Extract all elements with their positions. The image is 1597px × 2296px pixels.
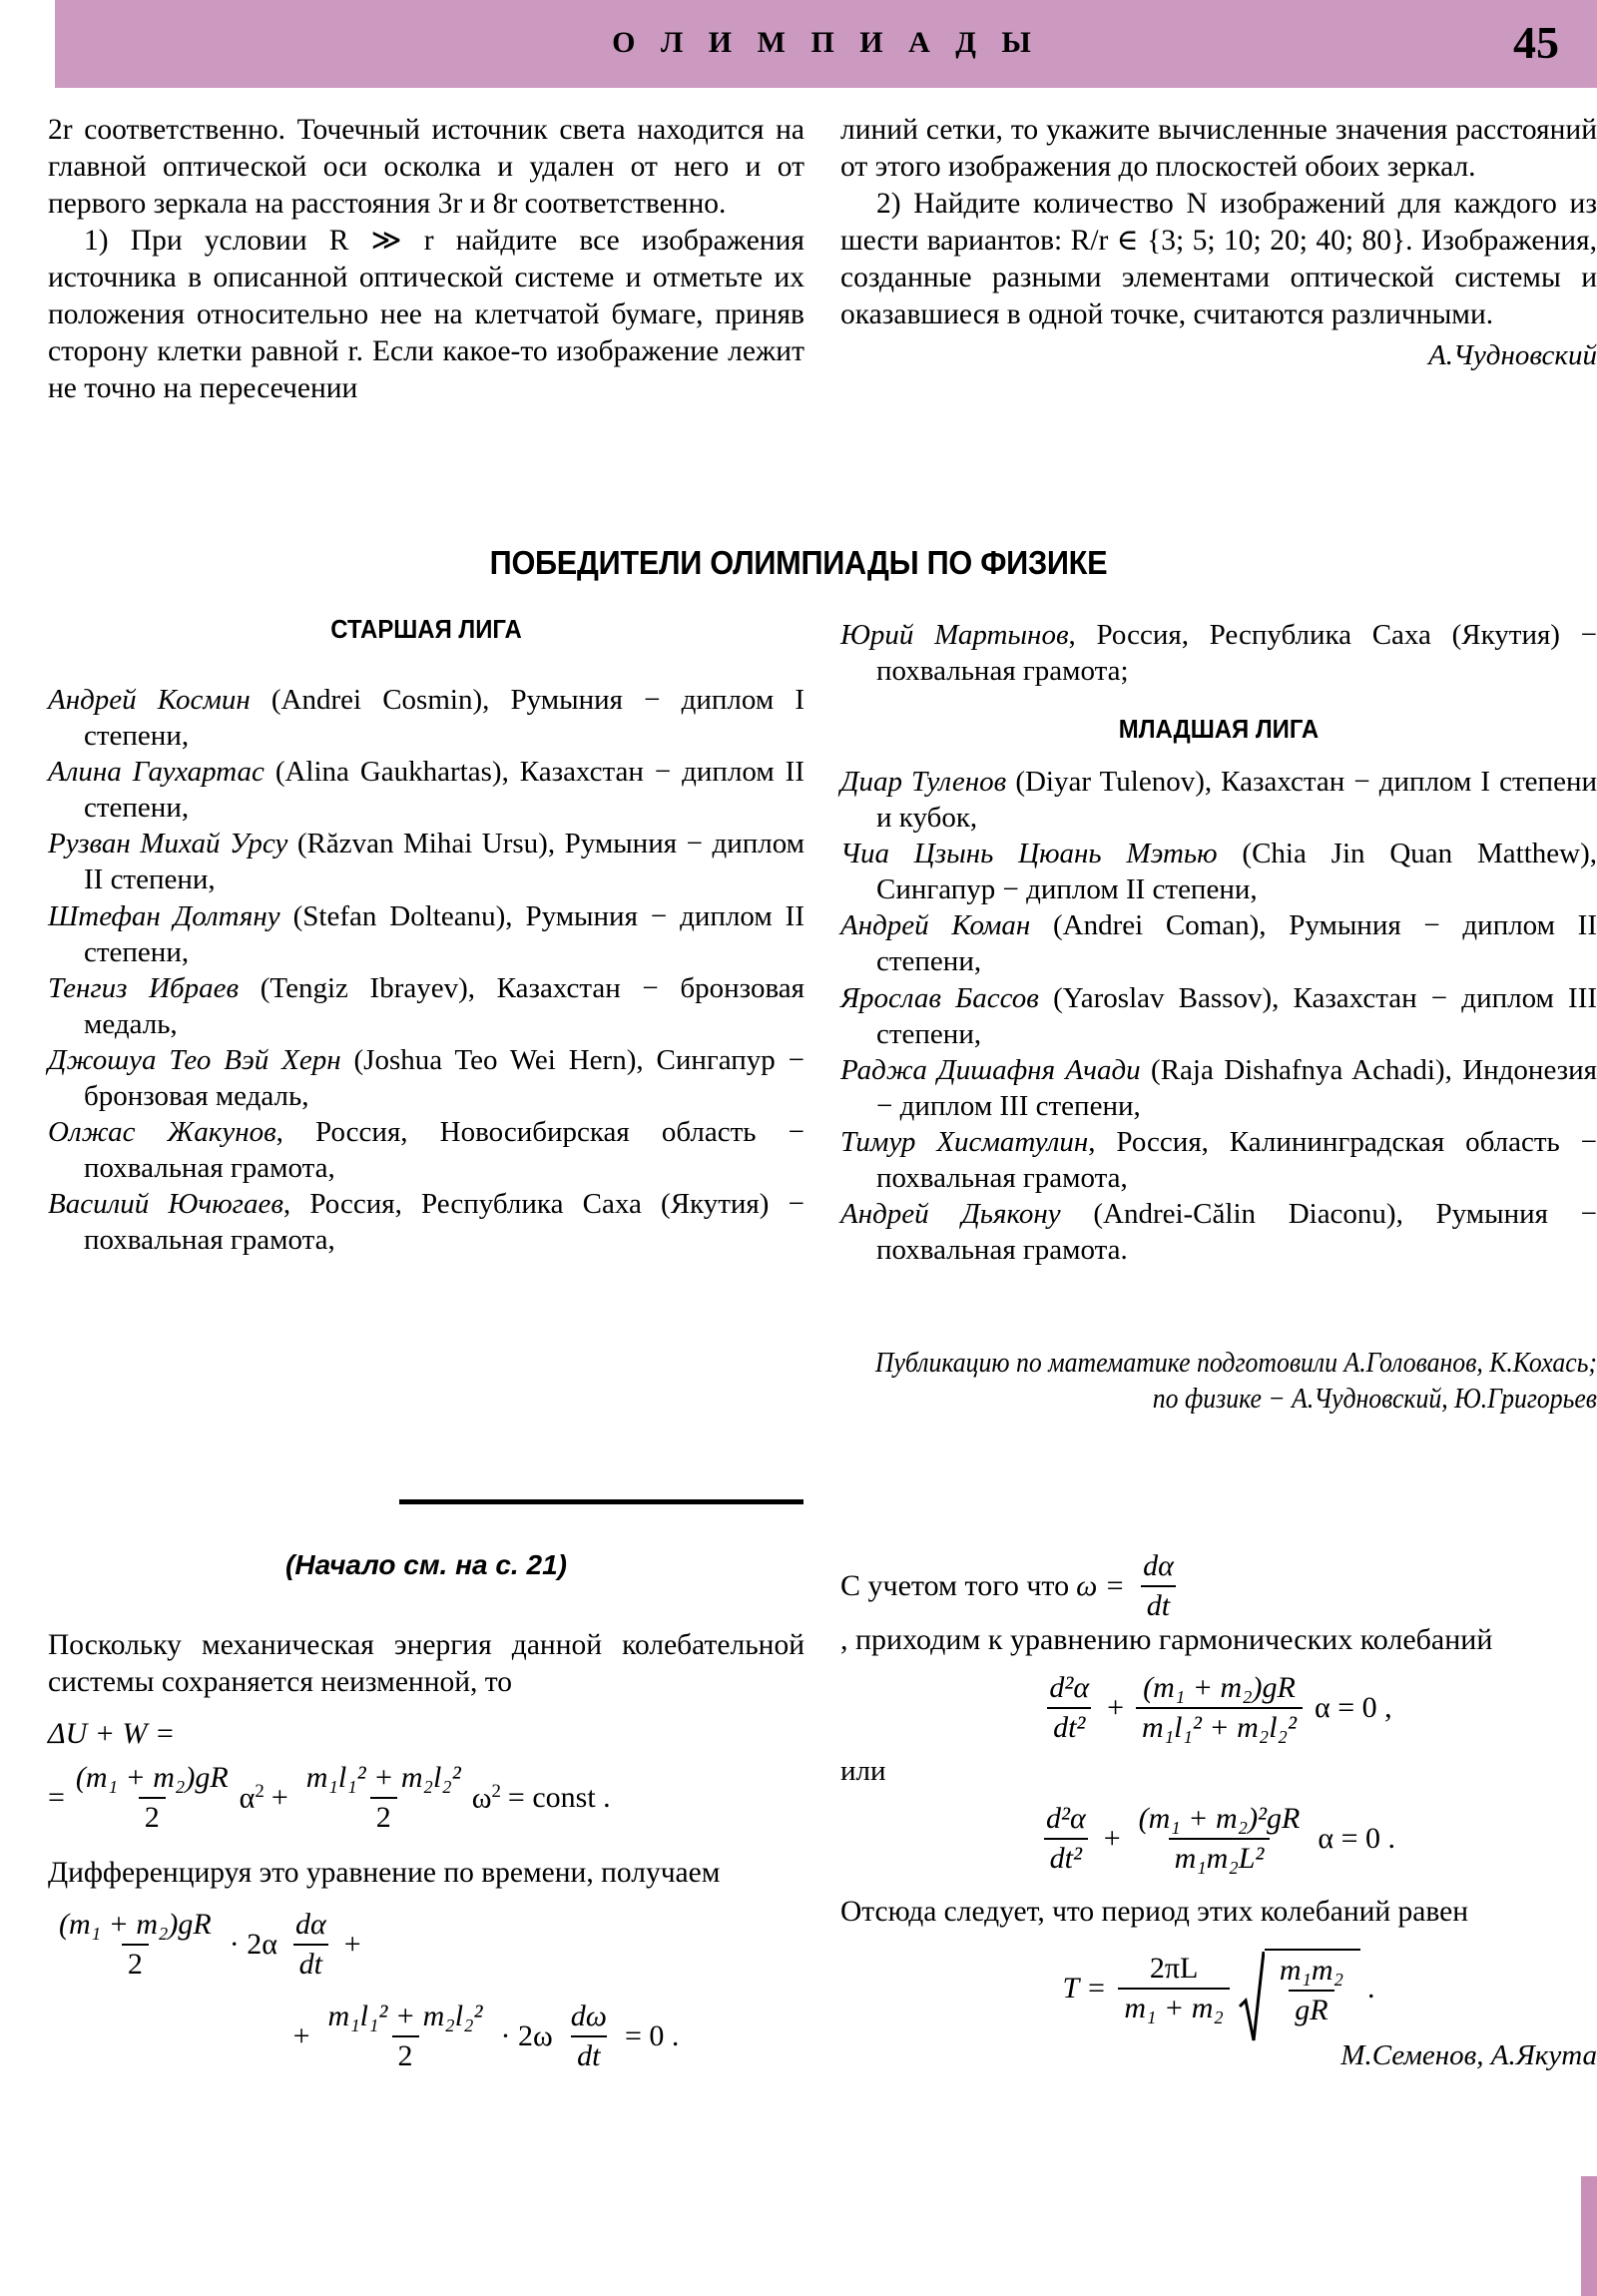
fraction-denominator: dt² (1044, 1838, 1088, 1876)
winner-name: Чиа Цзынь Цюань Мэтью (840, 838, 1218, 870)
top-article-paragraph: 1) При условии R ≫ r найдите все изображения источника в описанной оптической системе и отметьте их положения относительно нее на клетчатой бумаге, приняв сторону клетки равной r. Если какое-то изображение лежит не точно на пересечении (48, 225, 804, 405)
junior-league-title: МЛАДШАЯ ЛИГА (1118, 714, 1320, 744)
winner-details: (Andrei Coman), Румыния − диплом II степени, (876, 909, 1597, 978)
winner-entry (48, 1186, 804, 1258)
continued-note: (Начало см. на с. 21) (285, 1549, 567, 1580)
winner-name: Штефан Долтяну (48, 899, 280, 932)
winner-details: , Россия, Новосибирская область − похвальная грамота, (84, 1116, 804, 1185)
winner-details: (Yaroslav Bassov), Казахстан − диплом III степени, (876, 981, 1597, 1050)
winner-name: Джошуа Тео Вэй Херн (48, 1043, 341, 1076)
formula-energy-lhs (48, 1717, 804, 1751)
winner-entry (840, 980, 1597, 1052)
fraction-numerator: (m₁ + m₂)gR (1143, 1671, 1296, 1704)
winners-section-title: ПОБЕДИТЕЛИ ОЛИМПИАДЫ ПО ФИЗИКЕ (489, 544, 1108, 581)
top-article (48, 112, 1597, 407)
fraction-denominator: m₁m₂L² (1169, 1838, 1271, 1876)
winner-details: (Stefan Dolteanu), Румыния − диплом II степени, (84, 899, 804, 968)
winner-entry (840, 836, 1597, 907)
fraction (1043, 1671, 1095, 1745)
fraction (300, 1761, 467, 1835)
fraction-numerator: dα (294, 1908, 326, 1942)
senior-winners-list (48, 682, 804, 1259)
winner-entry (48, 1042, 804, 1114)
fraction (289, 1908, 332, 1982)
fraction-numerator: dα (1143, 1549, 1174, 1582)
radical-sign (1239, 1949, 1265, 2027)
fraction (53, 1908, 218, 1982)
solution-paragraph: Поскольку механическая энергия данной колебательной системы сохраняется неизменной, то (48, 1629, 804, 1699)
formula-energy (48, 1761, 804, 1835)
winner-details: , Россия, Калининградская область − похвальная грамота, (876, 1125, 1597, 1195)
formula-equals: = (48, 1781, 65, 1815)
winner-name: Раджа Дишафня Ачади (840, 1053, 1141, 1086)
winner-details: , Россия, Республика Саха (Якутия) − похвальная грамота; (876, 619, 1597, 688)
winner-details: (Raja Dishafnya Achadi), Индонезия − диплом III степени, (876, 1053, 1597, 1122)
fraction-denominator: gR (1289, 1990, 1333, 2027)
intro-text-a: С учетом того что (840, 1569, 1070, 1602)
fraction-denominator: m₁ + m₂ (1118, 1988, 1229, 2025)
winner-entry (48, 970, 804, 1042)
fraction-numerator: m₁l₁² + m₂l₂² (327, 2000, 483, 2033)
winner-details: (Răzvan Mihai Ursu), Румыния − диплом II степени, (84, 828, 805, 896)
intro-text-b: , приходим к уравнению гармонических колебаний (840, 1623, 1493, 1656)
winner-name: Василий Ючюгаев (48, 1188, 283, 1221)
winner-name: Андрей Дьякону (840, 1198, 1061, 1231)
formula-text: ΔU + W = (48, 1717, 176, 1751)
winner-details: (Andrei-Călin Diaconu), Румыния − похвальная грамота. (876, 1198, 1597, 1267)
fraction-denominator: 2 (139, 1797, 166, 1835)
plus-sign: + (1107, 1691, 1125, 1724)
winner-entry (840, 764, 1597, 836)
formula-const: = const . (507, 1781, 611, 1815)
winner-entry (48, 826, 804, 897)
winner-name: Тимур Хисматулин (840, 1125, 1089, 1158)
credits-line: Публикацию по математике подготовили А.Голованов, К.Кохась; (874, 1348, 1597, 1379)
fraction-numerator: (m₁ + m₂)gR (75, 1761, 229, 1795)
fraction (1136, 1671, 1303, 1745)
fraction-denominator: dt² (1047, 1707, 1091, 1745)
winner-details: , Россия, Республика Саха (Якутия) − похвальная грамота, (84, 1188, 804, 1257)
solution-paragraph: Отсюда следует, что период этих колебаний равен (840, 1896, 1469, 1928)
winner-name: Тенгиз Ибраев (48, 971, 240, 1004)
winner-name: Андрей Коман (840, 909, 1031, 942)
winner-entry (48, 754, 804, 826)
plus-sign: + (1103, 1822, 1121, 1855)
formula-harmonic-2 (840, 1802, 1597, 1876)
fraction-denominator: 2 (370, 1797, 397, 1835)
fraction-numerator: d²α (1049, 1671, 1090, 1704)
formula-factor: · 2α (229, 1928, 277, 1962)
omega-symbol: ω = (1076, 1569, 1126, 1602)
fraction (1133, 1802, 1307, 1876)
fraction-numerator: m₁m₂ (1279, 1954, 1344, 1988)
top-article-paragraph: линий сетки, то укажите вычисленные значения расстояний от этого изображения до плоскостей обоих зеркал. (840, 114, 1597, 184)
winner-details: (Joshua Teo Wei Hern), Сингапур − бронзовая медаль, (84, 1043, 804, 1113)
top-article-paragraph: 2r соответственно. Точечный источник света находится на главной оптической оси осколка и удален от него и от первого зеркала на расстояния 3r и 8r соответственно. (48, 114, 804, 221)
publication-credits (399, 1346, 1597, 1418)
winner-entry (840, 1052, 1597, 1124)
winner-entry (840, 617, 1597, 689)
winner-details: (Diyar Tulenov), Казахстан − диплом I степени и кубок, (876, 766, 1597, 835)
page-header-band (55, 0, 1597, 88)
fraction-denominator: m₁l₁² + m₂l₂² (1136, 1707, 1303, 1745)
formula-period-end: . (1367, 1971, 1375, 2005)
fraction-denominator: dt (1141, 1585, 1176, 1623)
solution-paragraph: Дифференцируя это уравнение по времени, получаем (48, 1857, 721, 1890)
solution-authors: М.Семенов, А.Якута (1340, 2039, 1597, 2072)
alpha-squared: $\alpha^2$ (239, 1780, 265, 1815)
fraction-denominator: dt (571, 2035, 606, 2073)
plus-sign: + (270, 1781, 288, 1815)
formula-factor: · 2ω (500, 2019, 553, 2053)
senior-league-title: СТАРШАЯ ЛИГА (330, 614, 522, 644)
fraction (1040, 1802, 1092, 1876)
top-article-author: А.Чудновский (1428, 339, 1597, 372)
winner-entry (48, 1114, 804, 1186)
winner-entry (48, 898, 804, 970)
winner-name: Диар Туленов (840, 766, 1007, 798)
fraction (70, 1761, 235, 1835)
page-header-title: О Л И М П И А Д Ы (612, 26, 1040, 59)
top-article-paragraph: 2) Найдите количество N изображений для каждого из шести вариантов: R/r ∈ {3; 5; 10; 20; 40; 80}. Изображения, созданные разными элементами оптической системы и оказавшиеся в одной точке, считаются различными. (840, 188, 1597, 331)
winner-details: (Andrei Cosmin), Румыния − диплом I степени, (84, 684, 805, 753)
junior-winners-list (840, 764, 1597, 1268)
winner-entry (840, 907, 1597, 979)
solution-right-column (840, 1549, 1597, 2072)
winner-name: Олжас Жакунов (48, 1116, 276, 1149)
solution-left-column (48, 1627, 804, 2073)
fraction-numerator: 2πL (1149, 1951, 1199, 1985)
winner-name: Юрий Мартынов (840, 619, 1069, 651)
winner-name: Рузван Михай Урсу (48, 828, 288, 861)
top-article-right-column (840, 112, 1597, 407)
fraction (322, 2000, 489, 2073)
formula-period (840, 1949, 1597, 2027)
plus-sign: + (343, 1928, 361, 1962)
formula-lhs: T = (1062, 1971, 1107, 2005)
winner-details: (Alina Gaukhartas), Казахстан − диплом II степени, (84, 756, 804, 825)
credits-line: по физике − А.Чудновский, Ю.Григорьев (1152, 1383, 1597, 1415)
winner-details: (Tengiz Ibrayev), Казахстан − бронзовая медаль, (84, 971, 804, 1040)
fraction-denominator: dt (293, 1944, 328, 1982)
fraction-numerator: d²α (1045, 1802, 1086, 1835)
formula-result: α = 0 . (1318, 1822, 1396, 1855)
fraction-numerator: m₁l₁² + m₂l₂² (305, 1761, 461, 1795)
winner-name: Андрей Космин (48, 684, 251, 716)
senior-winners-list-cont (840, 617, 1597, 689)
page-number: 45 (1513, 17, 1559, 68)
square-root (1239, 1949, 1360, 2027)
winner-name: Ярослав Бассов (840, 981, 1039, 1014)
top-article-left-column (48, 112, 804, 407)
plus-sign: + (292, 2019, 310, 2053)
formula-result: α = 0 , (1314, 1691, 1392, 1724)
winner-name: Алина Гаухартас (48, 756, 265, 789)
fraction (1274, 1954, 1349, 2027)
omega-squared: $\omega^2$ (471, 1780, 501, 1815)
fraction-denominator: 2 (122, 1944, 149, 1982)
fraction-denominator: 2 (392, 2035, 419, 2073)
formula-harmonic-1 (840, 1671, 1597, 1745)
fraction (1118, 1952, 1229, 2025)
fraction-numerator: dω (570, 2000, 607, 2033)
formula-result: = 0 . (624, 2019, 680, 2053)
fraction (565, 2000, 613, 2073)
formula-derivative-line1 (48, 1908, 804, 1982)
radicand (1265, 1949, 1360, 2027)
winner-entry (48, 682, 804, 754)
winner-entry (840, 1124, 1597, 1196)
fraction-numerator: (m₁ + m₂)²gR (1138, 1802, 1301, 1835)
winner-details: (Chia Jin Quan Matthew), Сингапур − диплом II степени, (876, 838, 1597, 906)
formula-derivative-line2 (48, 2000, 804, 2073)
solution-intro (840, 1549, 1597, 1657)
section-divider (399, 1499, 803, 1504)
edge-stripe (1581, 2176, 1597, 2296)
winner-entry (840, 1196, 1597, 1268)
fraction (1137, 1549, 1180, 1623)
fraction-numerator: (m₁ + m₂)gR (59, 1908, 212, 1942)
or-word: или (840, 1755, 886, 1787)
